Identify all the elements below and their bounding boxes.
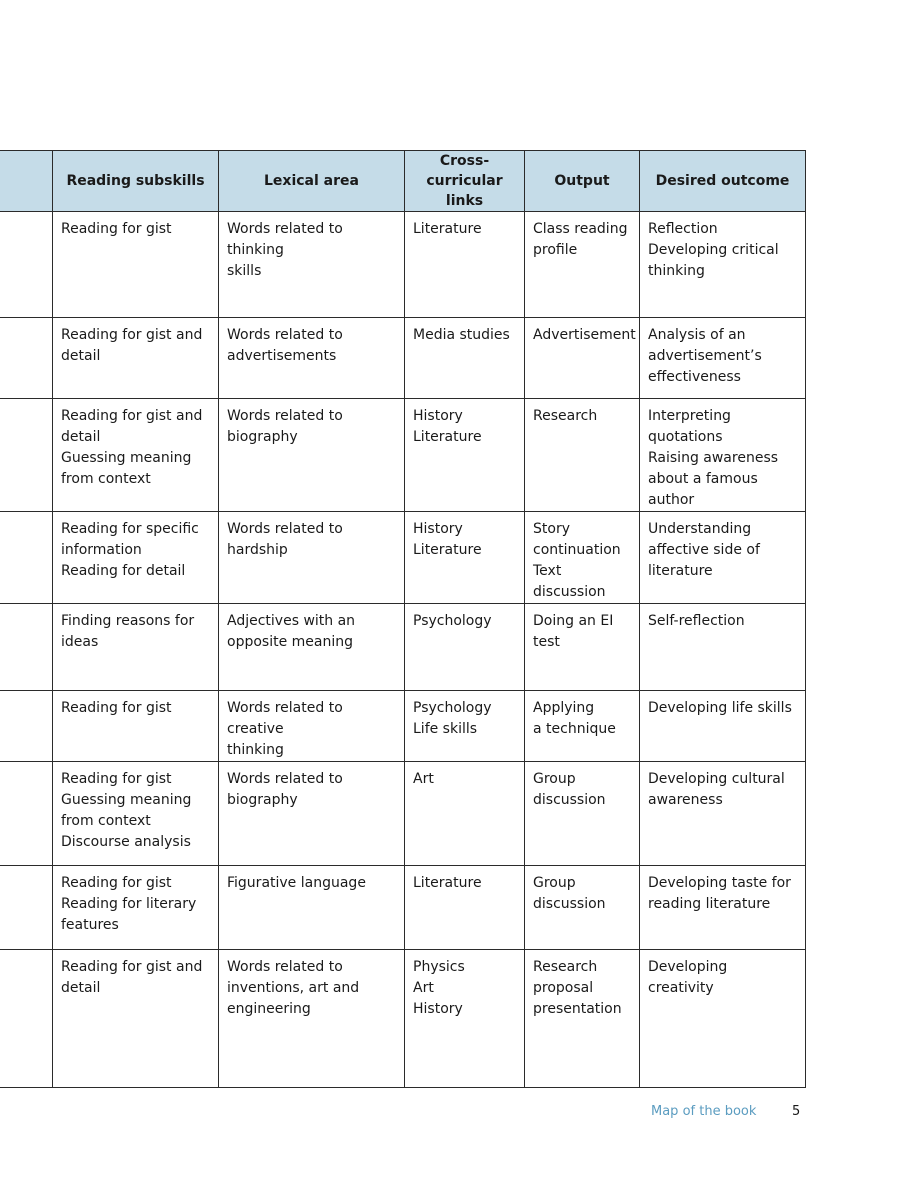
cell-desired-outcome xyxy=(640,691,806,762)
cell-cross-curricular-links xyxy=(405,212,525,318)
cell-output xyxy=(525,212,640,318)
cell-truncated xyxy=(0,212,53,318)
cell-line: Psychology xyxy=(413,613,492,629)
cell-line: Adjectives with an xyxy=(227,613,356,629)
cell-line: awareness xyxy=(648,792,723,808)
cell-output xyxy=(525,318,640,399)
cell-line: Figurative language xyxy=(227,875,366,891)
cell-line: Art xyxy=(413,771,434,787)
cell-lexical-area xyxy=(219,762,405,866)
cell-cross-curricular-links xyxy=(405,866,525,950)
cell-reading-subskills xyxy=(53,512,219,604)
cell-line: Literature xyxy=(413,221,482,237)
cell-line: Art xyxy=(413,980,434,996)
cell-line: Self-reflection xyxy=(648,613,745,629)
cell-line: features xyxy=(61,917,119,933)
footer-section-title: Map of the book xyxy=(651,1104,757,1119)
cell-line: Applying xyxy=(533,700,595,716)
cell-line: Raising awareness xyxy=(648,450,779,466)
cell-line: Research xyxy=(533,408,598,424)
cell-line: Words related to creative xyxy=(227,700,348,737)
cell-line: effectiveness xyxy=(648,369,741,385)
cell-cross-curricular-links xyxy=(405,950,525,1088)
cell-line: Developing critical xyxy=(648,242,779,258)
cell-line: about a famous author xyxy=(648,471,763,508)
cell-lexical-area xyxy=(219,691,405,762)
cell-desired-outcome xyxy=(640,604,806,691)
cell-line: proposal xyxy=(533,980,594,996)
cell-line: History xyxy=(413,1001,463,1017)
cell-line: Interpreting quotations xyxy=(648,408,736,445)
table-row xyxy=(0,950,806,1088)
cell-line: Finding reasons for xyxy=(61,613,195,629)
cell-line: Reading for gist and xyxy=(61,959,203,975)
cell-line: Developing taste for xyxy=(648,875,791,891)
cell-line: Text discussion xyxy=(533,563,606,600)
cell-line: Developing cultural xyxy=(648,771,785,787)
cell-line: History xyxy=(413,521,463,537)
cell-line: Class reading xyxy=(533,221,628,237)
header-output: Output xyxy=(525,151,640,212)
cell-truncated xyxy=(0,318,53,399)
cell-line: test xyxy=(533,634,560,650)
table-row xyxy=(0,866,806,950)
cell-line: biography xyxy=(227,792,298,808)
cell-output xyxy=(525,691,640,762)
cell-line: Guessing meaning xyxy=(61,792,192,808)
cell-line: thinking xyxy=(227,742,284,758)
cell-desired-outcome xyxy=(640,950,806,1088)
cell-line: Reading for gist xyxy=(61,700,172,716)
cell-cross-curricular-links xyxy=(405,318,525,399)
cell-output xyxy=(525,950,640,1088)
cell-line: Developing creativity xyxy=(648,959,732,996)
page-number: 5 xyxy=(792,1104,801,1119)
cell-reading-subskills xyxy=(53,604,219,691)
cell-desired-outcome xyxy=(640,399,806,512)
cell-line: from context xyxy=(61,813,151,829)
cell-line: skills xyxy=(227,263,262,279)
cell-line: detail xyxy=(61,348,101,364)
cell-line: Reading for specific xyxy=(61,521,199,537)
table-row xyxy=(0,604,806,691)
table-row xyxy=(0,212,806,318)
cell-reading-subskills xyxy=(53,866,219,950)
cell-cross-curricular-links xyxy=(405,512,525,604)
cell-line: Group xyxy=(533,875,576,891)
cell-line: a technique xyxy=(533,721,616,737)
cell-line: Words related to xyxy=(227,408,343,424)
cell-line: presentation xyxy=(533,1001,622,1017)
cell-reading-subskills xyxy=(53,399,219,512)
cell-line: Literature xyxy=(413,542,482,558)
cell-output xyxy=(525,399,640,512)
cell-line: information xyxy=(61,542,142,558)
cell-line: Advertisement xyxy=(533,327,636,343)
cell-line: Words related to xyxy=(227,959,343,975)
cell-output xyxy=(525,512,640,604)
table-header-row xyxy=(0,151,806,212)
cell-line: Research xyxy=(533,959,598,975)
cell-output xyxy=(525,866,640,950)
table-row xyxy=(0,762,806,866)
cell-line: Literature xyxy=(413,429,482,445)
cell-lexical-area xyxy=(219,866,405,950)
cell-lexical-area xyxy=(219,318,405,399)
cell-line: Group xyxy=(533,771,576,787)
cell-truncated xyxy=(0,950,53,1088)
cell-line: Words related to xyxy=(227,771,343,787)
cell-reading-subskills xyxy=(53,950,219,1088)
header-cell-truncated xyxy=(0,151,53,212)
cell-line: Story xyxy=(533,521,570,537)
cell-line: opposite meaning xyxy=(227,634,353,650)
cell-desired-outcome xyxy=(640,762,806,866)
map-of-the-book-table xyxy=(0,150,806,1088)
cell-line: Reflection xyxy=(648,221,718,237)
cell-line: discussion xyxy=(533,792,606,808)
cell-line: Reading for literary xyxy=(61,896,197,912)
cell-line: advertisement’s xyxy=(648,348,762,364)
cell-line: affective side of xyxy=(648,542,760,558)
header-desired-outcome: Desired outcome xyxy=(640,151,806,212)
cell-lexical-area xyxy=(219,212,405,318)
cell-line: Psychology xyxy=(413,700,492,716)
cell-line: biography xyxy=(227,429,298,445)
cell-line: Guessing meaning xyxy=(61,450,192,466)
cell-line: History xyxy=(413,408,463,424)
cell-line: Reading for gist xyxy=(61,771,172,787)
cell-reading-subskills xyxy=(53,691,219,762)
cell-line: Reading for gist and xyxy=(61,408,203,424)
cell-cross-curricular-links xyxy=(405,604,525,691)
table-row xyxy=(0,399,806,512)
cell-cross-curricular-links xyxy=(405,762,525,866)
table-row xyxy=(0,318,806,399)
cell-line: profile xyxy=(533,242,578,258)
cell-lexical-area xyxy=(219,512,405,604)
cell-line: Doing an EI xyxy=(533,613,614,629)
cell-reading-subskills xyxy=(53,212,219,318)
cell-lexical-area xyxy=(219,604,405,691)
cell-truncated xyxy=(0,691,53,762)
cell-line: Analysis of an xyxy=(648,327,746,343)
cell-line: discussion xyxy=(533,896,606,912)
cell-line: reading literature xyxy=(648,896,771,912)
cell-line: Words related to hardship xyxy=(227,521,348,558)
table-row xyxy=(0,691,806,762)
cell-line: advertisements xyxy=(227,348,337,364)
header-lexical-area: Lexical area xyxy=(219,151,405,212)
cell-line: from context xyxy=(61,471,151,487)
cell-desired-outcome xyxy=(640,512,806,604)
cell-line: engineering xyxy=(227,1001,311,1017)
cell-reading-subskills xyxy=(53,318,219,399)
cell-line: Media studies xyxy=(413,327,510,343)
cell-line: Physics xyxy=(413,959,465,975)
cell-reading-subskills xyxy=(53,762,219,866)
cell-line: detail xyxy=(61,980,101,996)
cell-line: Reading for gist xyxy=(61,221,172,237)
cell-line: Developing life skills xyxy=(648,700,792,716)
cell-line: ideas xyxy=(61,634,99,650)
cell-line: Life skills xyxy=(413,721,478,737)
cell-line: Understanding xyxy=(648,521,752,537)
cell-line: literature xyxy=(648,563,713,579)
cell-line: Reading for gist xyxy=(61,875,172,891)
cell-line: detail xyxy=(61,429,101,445)
cell-truncated xyxy=(0,512,53,604)
header-reading-subskills: Reading subskills xyxy=(53,151,219,212)
cell-line: inventions, art and xyxy=(227,980,360,996)
cell-output xyxy=(525,604,640,691)
cell-truncated xyxy=(0,866,53,950)
cell-cross-curricular-links xyxy=(405,691,525,762)
cell-truncated xyxy=(0,604,53,691)
cell-line: Reading for detail xyxy=(61,563,186,579)
cell-lexical-area xyxy=(219,399,405,512)
cell-desired-outcome xyxy=(640,866,806,950)
cell-output xyxy=(525,762,640,866)
cell-line: continuation xyxy=(533,542,621,558)
header-cross-curricular-links: Cross-curricular links xyxy=(405,151,525,212)
cell-cross-curricular-links xyxy=(405,399,525,512)
cell-truncated xyxy=(0,399,53,512)
cell-line: Discourse analysis xyxy=(61,834,191,850)
cell-truncated xyxy=(0,762,53,866)
cell-line: thinking xyxy=(648,263,705,279)
cell-line: Words related to thinking xyxy=(227,221,348,258)
cell-desired-outcome xyxy=(640,212,806,318)
table-row xyxy=(0,512,806,604)
cell-line: Words related to xyxy=(227,327,343,343)
cell-line: Literature xyxy=(413,875,482,891)
cell-line: Reading for gist and xyxy=(61,327,203,343)
cell-lexical-area xyxy=(219,950,405,1088)
cell-desired-outcome xyxy=(640,318,806,399)
